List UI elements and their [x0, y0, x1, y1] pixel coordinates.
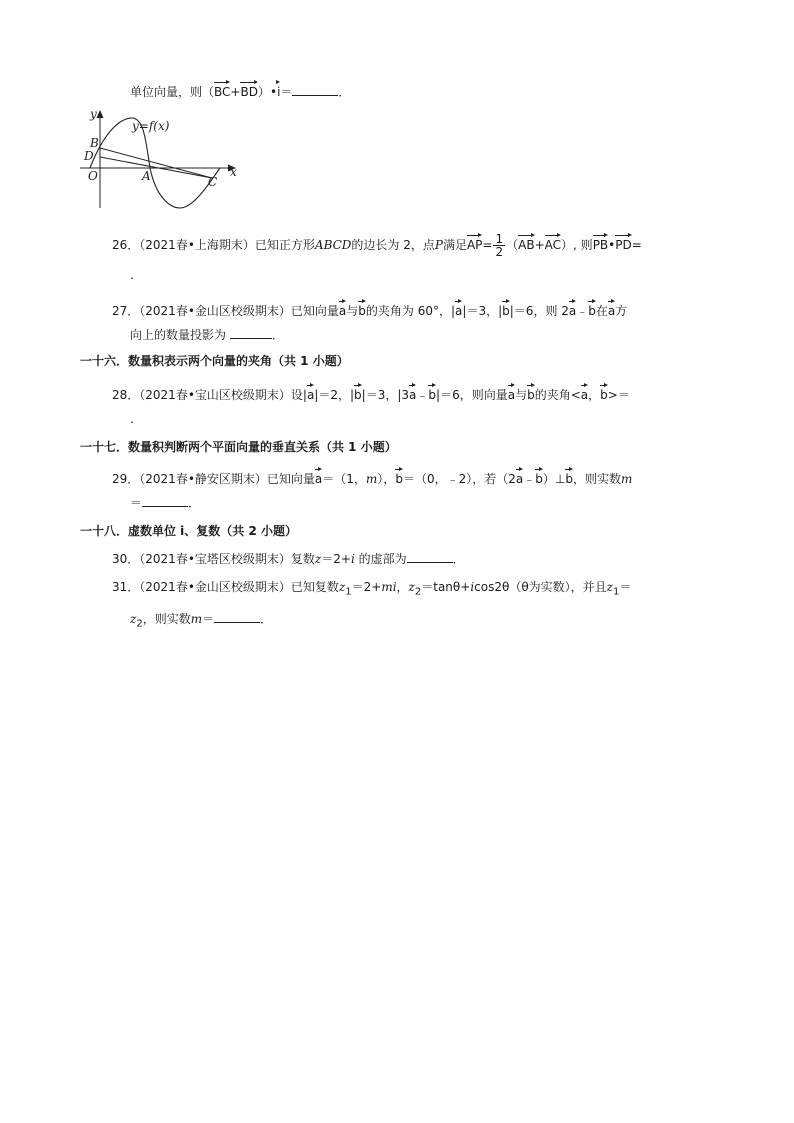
vector-arrow-icon	[508, 383, 515, 389]
origin-label: O	[88, 169, 98, 183]
vector-a	[516, 466, 523, 485]
vector-arrow-icon	[214, 80, 230, 86]
section-heading-16: 一十六．数量积表示两个向量的夹角（共 1 小题）	[80, 354, 349, 368]
vector-arrow-icon	[545, 233, 561, 239]
vector-arrow-icon	[516, 467, 523, 473]
q25-text: ）•	[257, 85, 278, 99]
line-bc	[100, 148, 212, 178]
vector-b	[588, 298, 596, 317]
vector-b	[535, 466, 543, 485]
q31-text: ＝	[619, 580, 632, 594]
q29-text: ，则实数	[572, 472, 621, 486]
vector-b	[527, 382, 535, 401]
q26-text: ）, 则	[561, 238, 593, 252]
q31-text: ＝2+	[351, 580, 382, 594]
q25-tail	[130, 79, 350, 101]
vector-a	[581, 382, 588, 401]
variable-m: m	[365, 472, 378, 486]
vector-arrow-icon	[354, 383, 362, 389]
q27-text: 与	[346, 304, 359, 318]
q29-line-1	[112, 466, 632, 488]
q30-text: （2021春•宝塔区校级期末）复数	[139, 552, 315, 566]
vector-arrow-icon	[428, 383, 436, 389]
q27-text: ．	[271, 328, 284, 342]
q31-text: cos2θ（θ为实数），并且	[474, 580, 607, 594]
q29-text: ），	[377, 472, 396, 486]
fraction-numerator: 1	[495, 232, 504, 246]
variable-z2: z	[130, 612, 137, 626]
vector-label: b	[527, 388, 535, 402]
variable-z2: z	[408, 580, 415, 594]
vector-arrow-icon	[581, 383, 588, 389]
variable-z: z	[314, 552, 322, 566]
q29-text: ﹣	[523, 472, 536, 486]
vector-arrow-icon	[518, 233, 534, 239]
vector-label: BD	[240, 85, 258, 99]
vector-label: b	[565, 472, 573, 486]
fraction-denominator: 2	[495, 245, 504, 259]
vector-b	[395, 466, 403, 485]
subscript: 1	[345, 586, 352, 598]
variable-i: i	[350, 552, 355, 566]
vector-a	[608, 298, 615, 317]
answer-blank[interactable]	[292, 83, 338, 96]
vector-label: a	[507, 388, 516, 402]
vector-arrow-icon	[358, 299, 366, 305]
vector-b	[565, 466, 573, 485]
vector-ab	[518, 232, 534, 251]
vector-arrow-icon	[565, 467, 573, 473]
subscript: 2	[136, 618, 143, 630]
q28-text: |＝2，|	[314, 388, 355, 402]
variable-m: m	[620, 472, 633, 486]
y-axis-label: y	[90, 107, 97, 121]
q30-text: ．	[452, 552, 465, 566]
q31-text: ＝tanθ+	[421, 580, 471, 594]
vector-b	[354, 382, 362, 401]
vector-pb	[593, 232, 608, 251]
q26-text: （	[506, 238, 519, 252]
vector-label: b	[395, 472, 403, 486]
vector-label: PB	[592, 238, 609, 252]
q27-text: 的夹角为 60°，|	[365, 304, 456, 318]
vector-label: a	[607, 304, 616, 318]
q31-text: ．	[260, 612, 273, 626]
q28-line-2	[130, 410, 134, 428]
q26-text: 的边长为 2，点	[351, 238, 435, 252]
vector-i	[277, 79, 280, 98]
q27-text: （2021春•金山区校级期末）已知向量	[139, 304, 339, 318]
variable-m: m	[190, 612, 203, 626]
vector-label: a	[580, 388, 589, 402]
vector-arrow-icon	[307, 383, 314, 389]
vector-arrow-icon	[600, 383, 608, 389]
vector-arrow-icon	[615, 233, 631, 239]
q27-text: |＝3，|	[462, 304, 503, 318]
vector-arrow-icon	[455, 299, 462, 305]
question-number: 28．	[112, 388, 140, 402]
q29-text: ．	[188, 496, 201, 510]
variable-i: i	[470, 580, 475, 594]
vector-label: b	[588, 304, 596, 318]
vector-label: b	[535, 472, 543, 486]
q25-text: ．	[338, 85, 351, 99]
q28-text: （2021春•宝山区校级期末）设|	[139, 388, 307, 402]
answer-blank[interactable]	[142, 494, 188, 507]
q25-text: 单位向量，则（	[130, 85, 215, 99]
question-number: 30．	[112, 552, 140, 566]
y-axis-arrow-icon	[97, 110, 104, 118]
vector-label: a	[306, 388, 315, 402]
q26-text: .	[130, 268, 134, 282]
point-a-label: A	[142, 169, 151, 183]
q30-text: ＝2+	[321, 552, 351, 566]
q28-text: 与	[515, 388, 528, 402]
vector-arrow-icon	[409, 383, 416, 389]
vector-arrow-icon	[502, 299, 510, 305]
vector-a	[508, 382, 515, 401]
vector-arrow-icon	[277, 80, 280, 86]
vector-label: b	[358, 304, 366, 318]
q27-text: 向上的数量投影为	[130, 328, 230, 342]
q25-text: +	[230, 85, 241, 99]
section-heading-17: 一十七．数量积判断两个平面向量的垂直关系（共 1 小题）	[80, 440, 397, 454]
vector-label: b	[600, 388, 608, 402]
point-c-label: C	[208, 175, 218, 189]
vector-label: a	[568, 304, 577, 318]
vector-arrow-icon	[467, 233, 482, 239]
variable-z1: z	[606, 580, 613, 594]
vector-label: AC	[544, 238, 562, 252]
q31-line-1	[112, 578, 631, 601]
q29-text: （2021春•静安区期末）已知向量	[139, 472, 315, 486]
vector-label: b	[502, 304, 510, 318]
vector-label: a	[338, 304, 347, 318]
q26-text: （2021春•上海期末）已知正方形	[139, 238, 315, 252]
q29-text: ＝	[130, 496, 143, 510]
vector-arrow-icon	[339, 299, 346, 305]
section-heading-18: 一十八．虚数单位 i、复数（共 2 小题）	[80, 524, 297, 538]
variable-z1: z	[338, 580, 346, 594]
q27-text: 方	[615, 304, 628, 318]
vector-arrow-icon	[588, 299, 596, 305]
vector-label: BC	[214, 85, 231, 99]
vector-b	[600, 382, 608, 401]
q26-text: =	[482, 238, 493, 252]
q27-line-1	[112, 298, 627, 320]
q25-text: ＝	[280, 85, 293, 99]
vector-a	[307, 382, 314, 401]
q27-text: ﹣	[576, 304, 589, 318]
vector-ap	[467, 232, 482, 251]
vector-arrow-icon	[569, 299, 576, 305]
fraction-one-half	[493, 233, 505, 258]
q31-line-2	[130, 610, 272, 633]
q27-text: |＝6，则 2	[509, 304, 569, 318]
q27-line-2	[130, 326, 284, 344]
q30-line	[112, 550, 465, 568]
vector-a	[315, 466, 322, 485]
vector-arrow-icon	[535, 467, 543, 473]
vector-b	[502, 298, 510, 317]
q29-text: ）⊥	[542, 472, 566, 486]
vector-b	[358, 298, 366, 317]
vector-arrow-icon	[315, 467, 322, 473]
x-axis-label: x	[230, 165, 237, 179]
vector-a	[339, 298, 346, 317]
q28-text: ，	[588, 388, 601, 402]
vector-ac	[545, 232, 561, 251]
vector-label: b	[354, 388, 362, 402]
curve-label: y=f(x)	[132, 119, 170, 133]
vector-b	[428, 382, 436, 401]
question-number: 27．	[112, 304, 140, 318]
vector-a	[409, 382, 416, 401]
variable-mi: mi	[381, 580, 397, 594]
sine-curve-figure	[76, 102, 246, 214]
q27-text: 在	[595, 304, 608, 318]
vector-label: AB	[518, 238, 535, 252]
vector-bd	[240, 79, 257, 98]
q31-text: ，	[396, 580, 409, 594]
q26-line-1	[112, 232, 642, 258]
q26-text: 满足	[442, 238, 467, 252]
vector-label: AP	[466, 238, 483, 252]
answer-blank[interactable]	[214, 610, 260, 623]
vector-bc	[214, 79, 230, 98]
vector-label: a	[455, 304, 463, 318]
q28-text: ﹣	[416, 388, 429, 402]
q31-text: （2021春•金山区校级期末）已知复数	[139, 580, 339, 594]
q26-line-2	[130, 266, 134, 284]
q29-text: ＝（1，	[322, 472, 366, 486]
answer-blank[interactable]	[407, 550, 453, 563]
question-number: 29．	[112, 472, 140, 486]
q28-text: >＝	[607, 388, 630, 402]
q28-text: |＝3，|3	[361, 388, 410, 402]
vector-arrow-icon	[527, 383, 535, 389]
vector-a	[455, 298, 462, 317]
q26-text: =	[631, 238, 642, 252]
q28-text: |＝6，则向量	[436, 388, 508, 402]
vector-label: a	[515, 472, 524, 486]
question-number: 26．	[112, 238, 140, 252]
q29-text: ＝（0，﹣2），若（2	[402, 472, 516, 486]
point-b-label: B	[90, 136, 99, 150]
q31-text: ＝	[202, 612, 215, 626]
question-number: 31．	[112, 580, 140, 594]
vector-label: b	[428, 388, 437, 402]
answer-blank[interactable]	[230, 326, 272, 339]
q29-line-2	[130, 494, 200, 512]
square-name: ABCD	[314, 238, 352, 252]
q26-text: +	[534, 238, 545, 252]
vector-arrow-icon	[240, 80, 257, 86]
q31-text: ，则实数	[142, 612, 191, 626]
q30-text: 的虚部为	[354, 552, 407, 566]
q28-line-1	[112, 382, 630, 404]
vector-a	[569, 298, 576, 317]
vector-label: a	[409, 388, 417, 402]
subscript: 2	[414, 586, 422, 598]
vector-label: a	[314, 472, 323, 486]
vector-label: i	[277, 85, 281, 99]
vector-arrow-icon	[608, 299, 615, 305]
vector-pd	[615, 232, 631, 251]
point-p: P	[434, 238, 443, 252]
q28-text: .	[130, 412, 134, 426]
vector-arrow-icon	[593, 233, 608, 239]
point-d-label: D	[84, 149, 94, 163]
q26-text: •	[608, 238, 616, 252]
q28-text: 的夹角<	[534, 388, 581, 402]
vector-label: PD	[615, 238, 632, 252]
vector-arrow-icon	[395, 467, 403, 473]
subscript: 1	[613, 586, 620, 598]
